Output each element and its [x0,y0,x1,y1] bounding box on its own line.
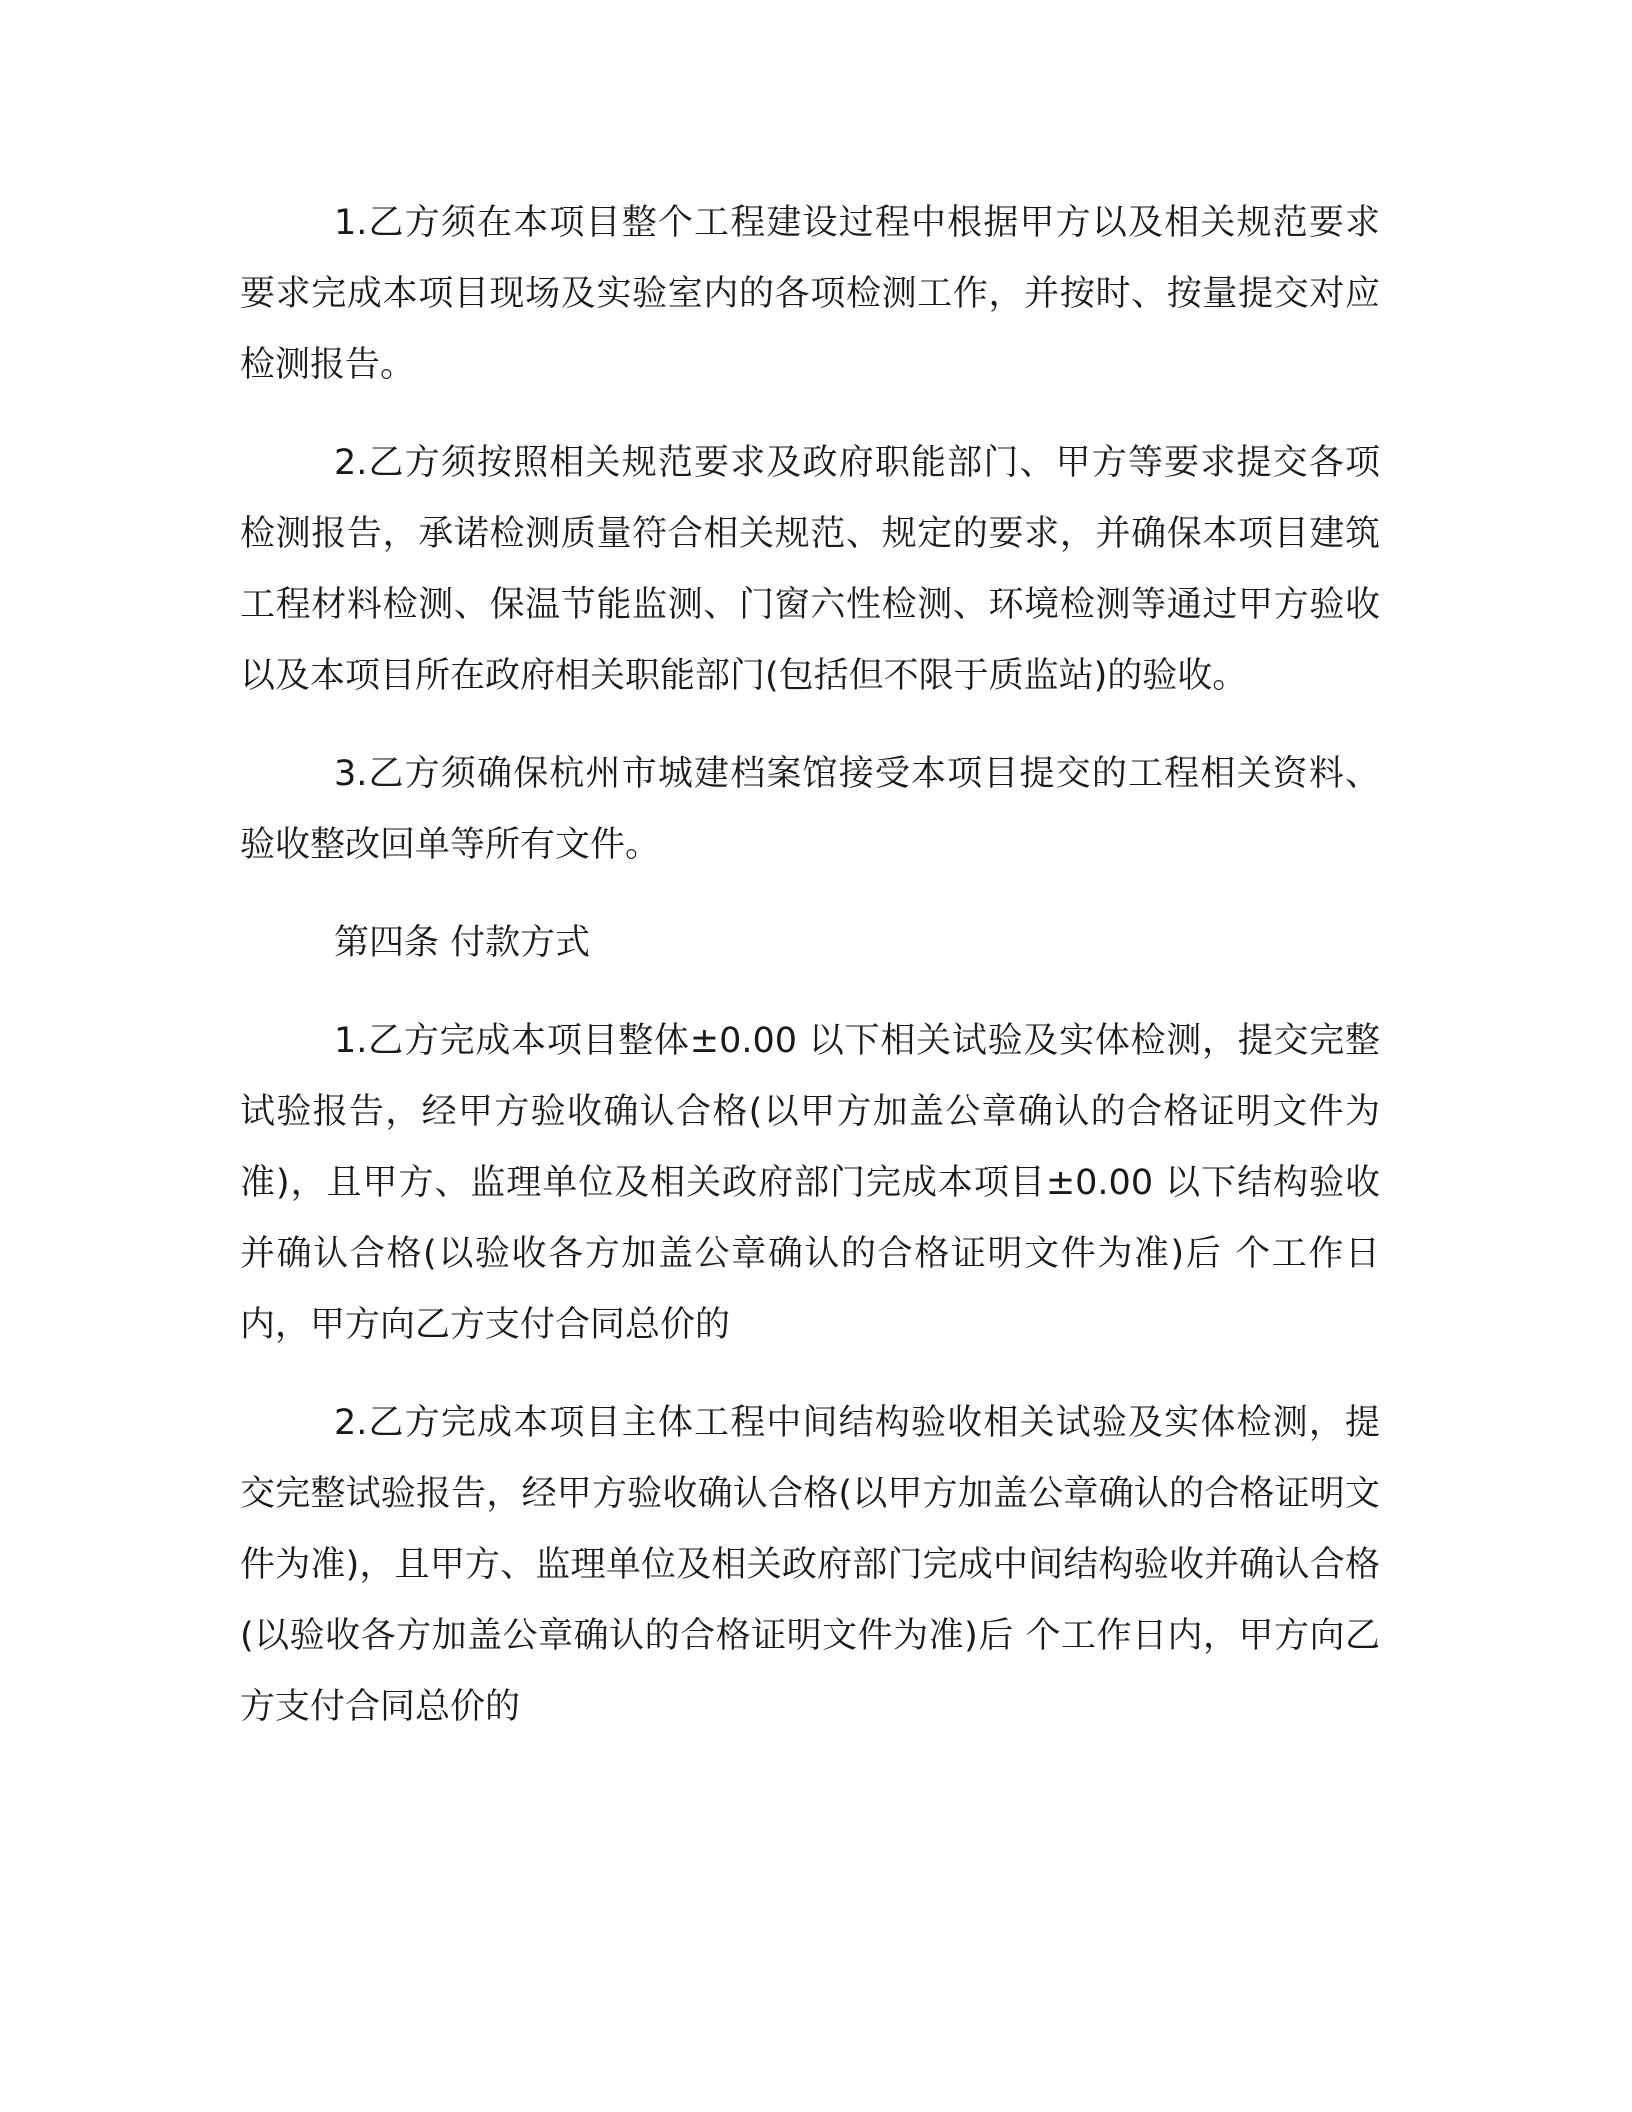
payment-paragraph-2: 2.乙方完成本项目主体工程中间结构验收相关试验及实体检测，提交完整试验报告，经甲方验收确认合格(以甲方加盖公章确认的合格证明文件为准)，且甲方、监理单位及相关政府部门完成中间结构验收并确认合格(以验收各方加盖公章确认的合格证明文件为准)后 个工作日内，甲方向乙方支付合同总价的 [240,1403,1380,1727]
clause-paragraph-1: 1.乙方须在本项目整个工程建设过程中根据甲方以及相关规范要求要求完成本项目现场及实验室内的各项检测工作，并按时、按量提交对应检测报告。 [240,203,1380,385]
clause-paragraph-3: 3.乙方须确保杭州市城建档案馆接受本项目提交的工程相关资料、验收整改回单等所有文件。 [240,754,1380,865]
payment-paragraph-1: 1.乙方完成本项目整体±0.00 以下相关试验及实体检测，提交完整试验报告，经甲方验收确认合格(以甲方加盖公章确认的合格证明文件为准)，且甲方、监理单位及相关政府部门完成本项目±0.00 以下结构验收并确认合格(以验收各方加盖公章确认的合格证明文件为准)后 个工作日内，甲方向乙方支付合同总价的 [240,1021,1380,1345]
clause-paragraph-2: 2.乙方须按照相关规范要求及政府职能部门、甲方等要求提交各项检测报告，承诺检测质量符合相关规范、规定的要求，并确保本项目建筑工程材料检测、保温节能监测、门窗六性检测、环境检测等通过甲方验收以及本项目所在政府相关职能部门(包括但不限于质监站)的验收。 [240,443,1380,696]
document-body [240,188,1380,1770]
section-heading: 第四条 付款方式 [334,923,591,963]
